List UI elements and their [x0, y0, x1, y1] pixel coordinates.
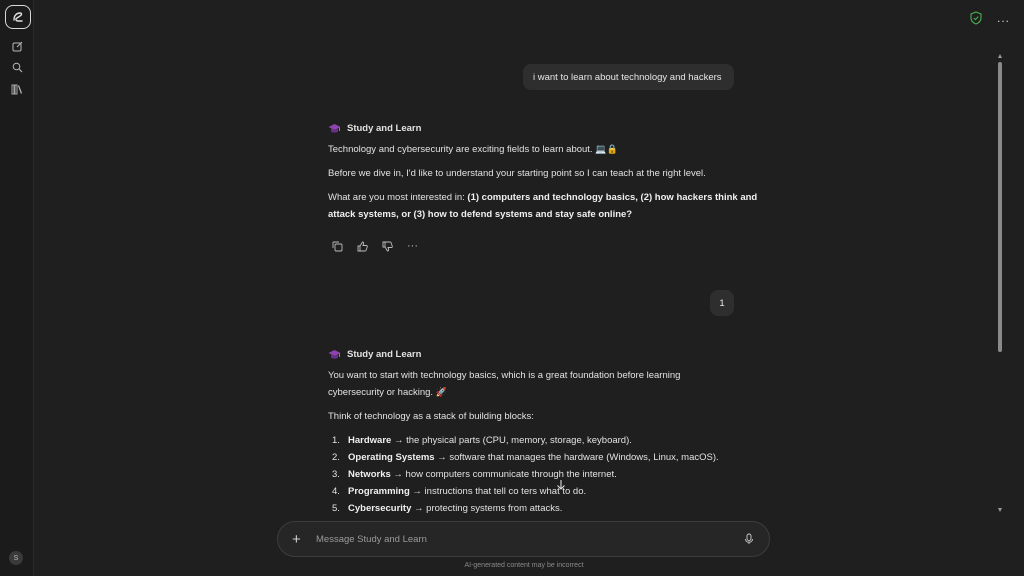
list-item-term: Operating Systems — [348, 452, 435, 463]
assistant-message — [328, 346, 758, 517]
microphone-icon[interactable] — [743, 533, 755, 545]
assistant-message — [328, 120, 758, 252]
list-item — [332, 500, 758, 517]
list-item — [332, 432, 758, 449]
graduation-cap-icon — [328, 349, 341, 361]
list-item — [332, 483, 758, 500]
assistant-header — [328, 346, 758, 363]
user-message-text: 1 — [719, 297, 725, 309]
list-item-number: 2. — [332, 452, 340, 463]
rocket-emoji-icon: 🚀 — [435, 387, 447, 397]
copilot-logo-icon[interactable] — [5, 5, 31, 29]
assistant-paragraph — [328, 141, 758, 158]
list-item-number: 5. — [332, 503, 340, 514]
list-item-number: 4. — [332, 486, 340, 497]
list-item-content — [348, 432, 632, 449]
list-item-description: → software that manages the hardware (Windows, Linux, macOS). — [437, 452, 719, 463]
assistant-paragraph — [328, 367, 698, 401]
list-item-term: Networks — [348, 469, 391, 480]
thumbs-up-icon[interactable] — [357, 241, 368, 252]
library-icon[interactable] — [10, 82, 24, 96]
list-item-description: → protecting systems from attacks. — [414, 503, 563, 514]
message-input[interactable] — [316, 534, 735, 545]
paragraph-bold-text: (1) computers and technology basics, (2) how hackers think and attack systems, or (3) how to defend systems and stay safe online? — [328, 192, 758, 220]
new-chat-icon[interactable] — [10, 39, 24, 53]
more-options-icon[interactable]: ... — [996, 11, 1010, 25]
scrollbar[interactable] — [997, 54, 1003, 512]
paragraph-text: What are you most interested in: — [328, 192, 468, 203]
list-item-content — [348, 483, 586, 500]
message-composer — [277, 521, 770, 557]
list-item — [332, 466, 758, 483]
list-item-number: 3. — [332, 469, 340, 480]
sidebar — [0, 0, 34, 576]
more-options-icon[interactable]: ··· — [407, 240, 418, 252]
assistant-name: Study and Learn — [347, 123, 422, 134]
graduation-cap-icon — [328, 123, 341, 135]
laptop-emoji-icon: 💻 — [595, 144, 607, 154]
assistant-paragraph: Before we dive in, I'd like to understand your starting point so I can teach at the right level. — [328, 168, 706, 179]
list-item-content — [348, 466, 617, 483]
assistant-paragraph: Think of technology as a stack of building blocks: — [328, 411, 534, 422]
scroll-to-bottom-arrow-icon[interactable] — [554, 478, 568, 492]
paragraph-text: Technology and cybersecurity are exciting fields to learn about. — [328, 144, 593, 155]
user-message-text: i want to learn about technology and hackers — [533, 71, 722, 83]
copy-icon[interactable] — [332, 241, 343, 252]
list-item-content — [348, 500, 562, 517]
list-item-description: → instructions that tell co ters what to do. — [412, 486, 587, 497]
list-item-description: → the physical parts (CPU, memory, storage, keyboard). — [393, 435, 632, 446]
paragraph-text: You want to start with technology basics, which is a great foundation before learning cybersecurity or hacking. — [328, 370, 681, 398]
scroll-thumb[interactable] — [998, 62, 1002, 352]
user-message — [523, 64, 734, 90]
list-item-content — [348, 449, 719, 466]
list-item-number: 1. — [332, 435, 340, 446]
list-item — [332, 449, 758, 466]
assistant-header — [328, 120, 758, 137]
building-blocks-list — [328, 432, 758, 517]
list-item-term: Cybersecurity — [348, 503, 412, 514]
list-item-description: → how computers communicate through the internet. — [393, 469, 617, 480]
lock-emoji-icon: 🔒 — [606, 144, 618, 154]
chat-area — [34, 0, 994, 520]
thumbs-down-icon[interactable] — [382, 241, 393, 252]
avatar[interactable]: S — [9, 551, 23, 565]
scroll-down-arrow-icon[interactable] — [998, 508, 1002, 512]
search-icon[interactable] — [10, 60, 24, 74]
disclaimer: AI-generated content may be incorrect — [464, 562, 584, 569]
message-actions — [332, 241, 758, 252]
add-attachment-icon[interactable]: + — [292, 530, 301, 548]
assistant-paragraph — [328, 189, 758, 223]
user-message — [710, 290, 734, 316]
scroll-up-arrow-icon[interactable] — [998, 54, 1002, 58]
list-item-term: Programming — [348, 486, 410, 497]
list-item-term: Hardware — [348, 435, 392, 446]
assistant-name: Study and Learn — [347, 349, 422, 360]
